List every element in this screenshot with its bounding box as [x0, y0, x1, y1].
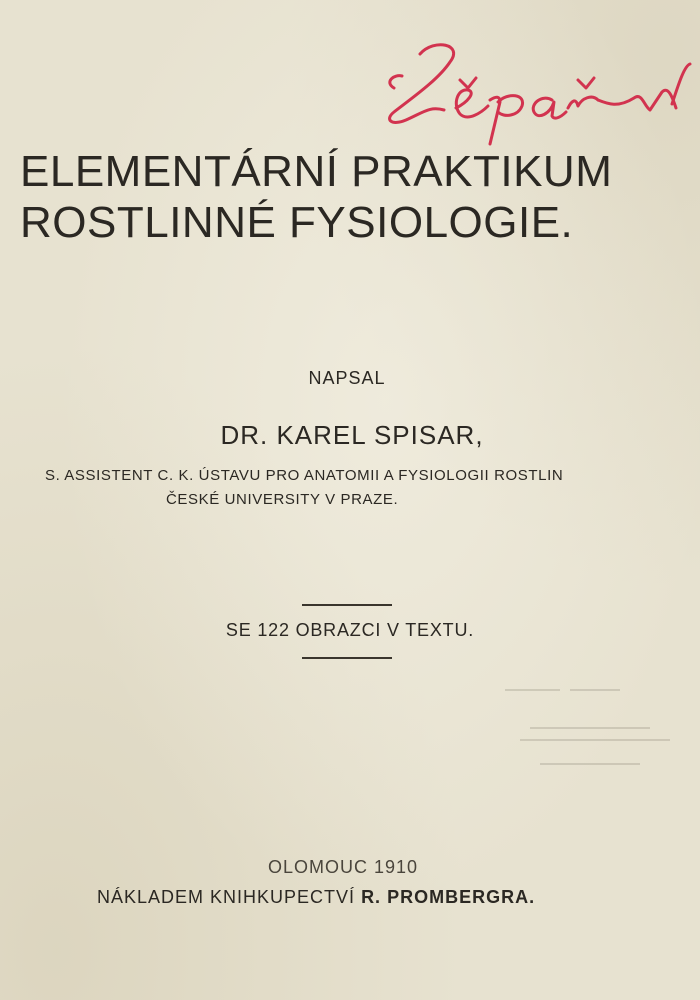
handwritten-signature — [372, 36, 700, 146]
title-line-1: ELEMENTÁRNÍ PRAKTIKUM — [20, 147, 613, 196]
byline-label: NAPSAL — [308, 368, 386, 388]
title-line-2: ROSTLINNÉ FYSIOLOGIE. — [20, 198, 574, 247]
author-name: DR. KAREL SPISAR, — [220, 420, 484, 450]
author-affiliation-line-2: ČESKÉ UNIVERSITY V PRAZE. — [166, 491, 399, 508]
publisher-line — [97, 887, 535, 908]
publisher-name: R. PROMBERGRA. — [361, 887, 536, 907]
show-through-text — [500, 680, 690, 790]
signature-text: Lepař — [372, 36, 375, 37]
divider-bottom — [302, 657, 392, 659]
divider-top — [302, 604, 392, 606]
place-and-year: OLOMOUC 1910 — [268, 857, 419, 877]
figures-note: SE 122 OBRAZCI V TEXTU. — [225, 620, 475, 640]
publisher-prefix: NÁKLADEM KNIHKUPECTVÍ — [97, 887, 362, 907]
author-affiliation-line-1: S. ASSISTENT C. K. ÚSTAVU PRO ANATOMII A FYSIOLOGII ROSTLIN — [45, 467, 564, 484]
